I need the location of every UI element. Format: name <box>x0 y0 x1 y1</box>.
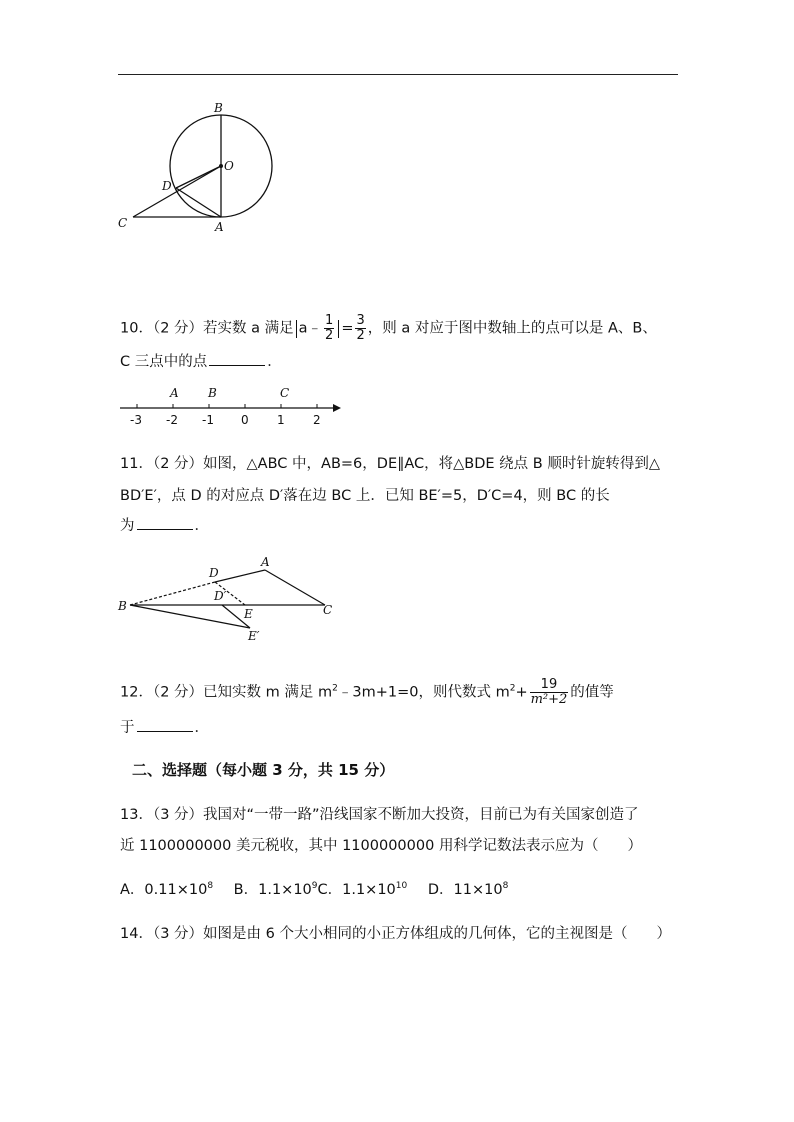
q12-end: ． <box>194 720 209 736</box>
frac2-num: 3 <box>356 313 365 328</box>
figure-circle-tangent <box>110 100 290 240</box>
tick-label-m3: -3 <box>130 413 142 427</box>
option-a[interactable] <box>120 882 213 898</box>
abs-bar-right <box>338 320 339 338</box>
tick-label-m1: -1 <box>202 413 214 427</box>
label-d: D <box>209 566 219 580</box>
section-heading: 二、选择题（每小题 3 分，共 15 分） <box>132 761 395 779</box>
answer-blank-q11[interactable] <box>137 515 193 530</box>
q10-abs-open: a﹣ <box>298 320 323 337</box>
label-b: B <box>118 599 127 613</box>
q10-end: ． <box>267 354 282 370</box>
option-c-text: C．1.1×10 <box>317 882 396 898</box>
figure-rotation <box>115 550 345 645</box>
point-a-label: A <box>170 386 179 400</box>
q12-prefix: 12．（2 分）已知实数 m 满足 m <box>120 684 333 701</box>
q11-line3 <box>120 514 209 535</box>
q10-line2 <box>120 350 282 371</box>
q13-line1: 13．（3 分）我国对“一带一路”沿线国家不断加大投资，目前已为有关国家创造了 <box>120 807 639 823</box>
label-c: C <box>118 216 128 230</box>
option-d-exp: 8 <box>502 881 509 892</box>
q13-options <box>120 878 508 899</box>
q12-line2-text: 于 <box>120 720 135 736</box>
label-a: A <box>261 555 270 569</box>
option-b-text: B．1.1×10 <box>233 882 312 898</box>
axis-arrow <box>333 404 341 412</box>
chord-da <box>176 188 221 217</box>
q12-frac-den: m²+2 <box>530 692 568 707</box>
tick-label-2: 2 <box>313 413 321 427</box>
q10-frac-half <box>324 314 334 343</box>
option-d-text: D．11×10 <box>427 882 503 898</box>
segment-be-prime <box>130 605 250 628</box>
label-d: D <box>162 179 172 193</box>
option-b[interactable] <box>234 882 318 898</box>
segment-bd-dashed <box>130 582 215 605</box>
frac1-num: 1 <box>325 313 334 328</box>
header-rule <box>118 74 678 75</box>
label-e-prime: E′ <box>248 629 260 643</box>
point-c-label: C <box>280 386 290 400</box>
option-a-text: A．0.11×10 <box>120 882 208 898</box>
label-e: E <box>244 607 253 621</box>
q10-line2-text: C 三点中的点 <box>120 354 208 370</box>
q10-prefix: 10．（2 分）若实数 a 满足 <box>120 320 294 337</box>
frac1-den: 2 <box>325 328 334 343</box>
q12-line2 <box>120 716 209 737</box>
secant-co <box>133 166 221 217</box>
q12-exp: 2 <box>332 683 338 694</box>
label-c: C <box>323 603 333 617</box>
answer-blank-q12[interactable] <box>137 717 193 732</box>
segment-ac <box>265 570 325 605</box>
frac2-den: 2 <box>356 328 365 343</box>
tick-label-0: 0 <box>241 413 249 427</box>
label-a: A <box>215 220 224 234</box>
q11-end: ． <box>194 518 209 534</box>
q11-line2: BD′E′，点 D 的对应点 D′落在边 BC 上．已知 BE′=5，D′C=4，则 BC 的长 <box>120 488 610 504</box>
option-a-exp: 8 <box>207 881 214 892</box>
q13-line2: 近 1100000000 美元税收，其中 1100000000 用科学记数法表示应为（ ） <box>120 838 642 854</box>
option-c-exp: 10 <box>395 881 408 892</box>
q12-plus: + <box>515 684 528 701</box>
q12-fraction <box>530 678 569 707</box>
label-b: B <box>214 101 223 115</box>
segment-da <box>215 570 265 582</box>
q10-frac-three-halves <box>355 314 365 343</box>
label-d-prime: D′ <box>214 589 227 603</box>
q12-exp2: 2 <box>509 683 516 694</box>
q12-suffix: 的值等 <box>570 684 614 701</box>
q10-suffix: ，则 a 对应于图中数轴上的点可以是 A、B、 <box>367 320 657 337</box>
q14-line1: 14．（3 分）如图是由 6 个大小相同的小正方体组成的几何体，它的主视图是（ ） <box>120 926 671 942</box>
q11-line1: 11．（2 分）如图，△ABC 中，AB=6，DE∥AC，将△BDE 绕点 B 顺时针旋转得到△ <box>120 456 660 472</box>
answer-blank-q10[interactable] <box>209 351 265 366</box>
q11-line3-text: 为 <box>120 518 135 534</box>
option-b-exp: 9 <box>311 881 318 892</box>
q10-line1 <box>120 314 657 343</box>
q12-frac-num: 19 <box>530 678 569 693</box>
q12-line1 <box>120 678 614 707</box>
tick-label-m2: -2 <box>166 413 178 427</box>
number-line <box>115 380 345 430</box>
tick-label-1: 1 <box>277 413 285 427</box>
option-d[interactable] <box>428 882 508 898</box>
center-dot <box>219 164 223 168</box>
q12-mid: ﹣3m+1=0，则代数式 m <box>337 684 510 701</box>
q10-eq: = <box>341 320 354 337</box>
abs-bar-left <box>296 320 297 338</box>
label-o: O <box>224 159 234 173</box>
option-c[interactable] <box>318 882 408 898</box>
point-b-label: B <box>208 386 217 400</box>
